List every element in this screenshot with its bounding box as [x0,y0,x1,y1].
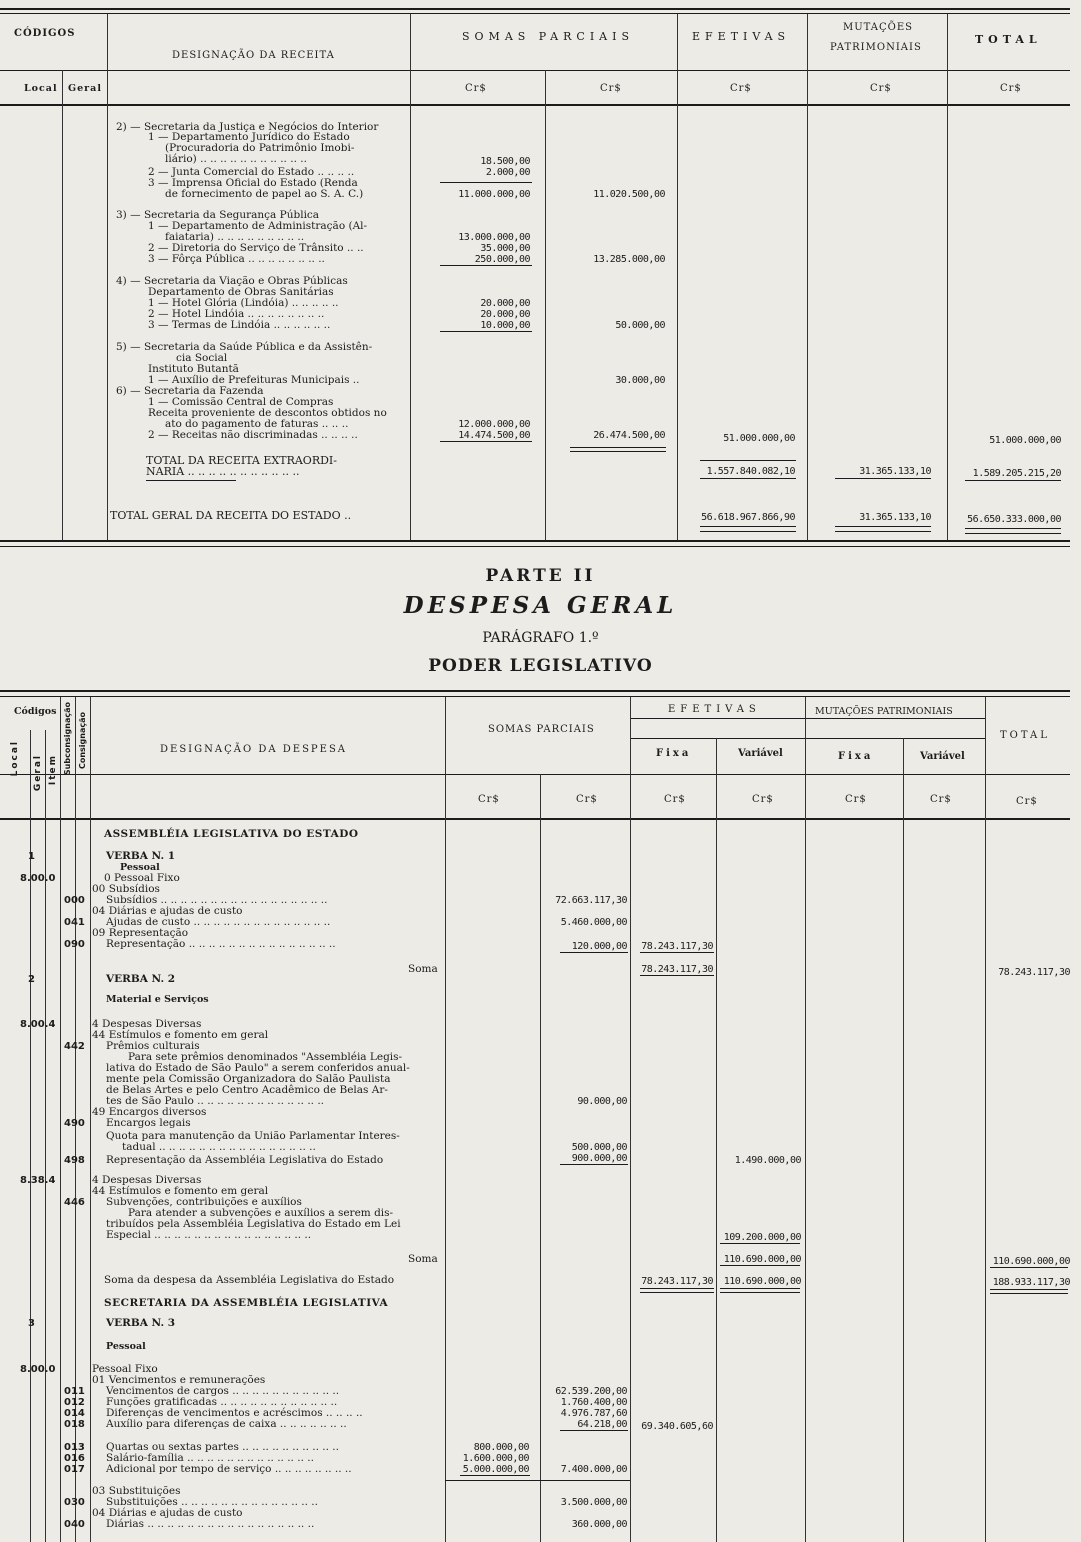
bottom-rule [0,540,1070,542]
value-total: 78.243.117,30 [998,967,1070,978]
bt-header-variavel-2: Variável [920,751,965,762]
code-consignacao: 442 [64,1041,85,1052]
header-geral: Geral [68,83,102,94]
value-somas-1: 18.500,00 [480,156,530,167]
value-total: 188.933.117,30 [992,1277,1070,1288]
receita-line: 5) — Secretaria da Saúde Pública e da Assistên- [116,341,373,353]
code-local: 8.38.4 [20,1175,56,1186]
value-somas-1: 1.600.000,00 [462,1453,529,1464]
receita-line: 2 — Receitas não discriminadas .. .. .. .. [148,429,358,441]
value-somas-1: 35.000,00 [480,243,530,254]
despesa-line: Prêmios culturais [106,1040,200,1052]
code-consignacao: 446 [64,1197,85,1208]
code-consignacao: 498 [64,1155,85,1166]
receita-line: TOTAL DA RECEITA EXTRAORDI- [146,454,337,467]
receita-line: 3 — Imprensa Oficial do Estado (Renda [148,177,358,189]
despesa-line: Soma [408,1253,438,1265]
value-efetivas: 51.000.000,00 [723,433,795,444]
value-mutacoes: 31.365.133,10 [859,512,931,523]
value-fixa: 78.243.117,30 [641,964,713,975]
despesa-line: 03 Substituições [92,1485,181,1497]
currency-5: Cr$ [1000,83,1022,94]
power-title: PODER LEGISLATIVO [428,656,653,676]
bt-top-rule-thin [0,696,1070,697]
receita-line: 6) — Secretaria da Fazenda [116,385,264,397]
despesa-line: Para sete prêmios denominados "Assembléia Legis- [128,1051,403,1063]
bt-currency-2: Cr$ [576,794,598,805]
despesa-line: lativa do Estado de São Paulo" a serem conferidos anual- [106,1062,410,1074]
code-consignacao: 013 [64,1442,85,1453]
value-somas-2: 500.000,00 [571,1142,627,1153]
bottom-rule-thin [0,546,1070,547]
code-consignacao: 090 [64,939,85,950]
despesa-line: Encargos legais [106,1117,191,1129]
value-somas-1: 20.000,00 [480,309,530,320]
receita-line: 2 — Diretoria do Serviço de Trânsito .. .. [148,242,364,254]
receita-line: Instituto Butantã [148,363,239,375]
despesa-line: Para atender a subvenções e auxílios a serem dis- [128,1207,394,1219]
receita-line: cia Social [176,352,228,364]
despesa-line: Quartas ou sextas partes .. .. .. .. .. .. .. .. .. .. [106,1441,339,1453]
despesa-line: 01 Vencimentos e remunerações [92,1374,266,1386]
despesa-line: 0 Pessoal Fixo [104,872,180,884]
value-somas-1: 20.000,00 [480,298,530,309]
receita-line: faiataria) .. .. .. .. .. .. .. .. .. [165,231,305,243]
value-fixa: 69.340.605,60 [641,1421,713,1432]
receita-line: Receita proveniente de descontos obtidos no [148,407,387,419]
bt-header-local: Local [10,740,20,777]
bt-header-mutacoes: MUTAÇÕES PATRIMONIAIS [815,706,953,717]
despesa-line: Vencimentos de cargos .. .. .. .. .. .. .. .. .. .. .. [106,1385,340,1397]
value-somas-2: 120.000,00 [571,941,627,952]
despesa-line: de Belas Artes e pelo Centro Acadêmico de Belas Ar- [106,1084,388,1096]
despesa-line: VERBA N. 2 [106,973,176,985]
top-rule-thin [0,13,1070,14]
despesa-line: Diferenças de vencimentos e acréscimos .. .. .. .. [106,1407,363,1419]
value-somas-2: 7.400.000,00 [560,1464,627,1475]
value-somas-2: 900.000,00 [571,1153,627,1164]
value-somas-2: 30.000,00 [615,375,665,386]
value-somas-2: 360.000,00 [571,1519,627,1530]
despesa-line: ASSEMBLÉIA LEGISLATIVA DO ESTADO [104,828,359,840]
receita-line: 2) — Secretaria da Justiça e Negócios do Interior [116,121,379,133]
header-total: TOTAL [975,33,1042,46]
value-somas-1: 10.000,00 [480,320,530,331]
despesa-line: 4 Despesas Diversas [92,1018,202,1030]
receita-line: 3) — Secretaria da Segurança Pública [116,209,320,221]
receita-line: 1 — Auxílio de Prefeituras Municipais .. [148,374,360,386]
bt-header-total: TOTAL [1000,730,1050,741]
receita-line: NARIA .. .. .. .. .. .. .. .. .. .. .. [146,465,300,478]
code-local: 8.00.0 [20,873,56,884]
receita-line: 2 — Hotel Lindóia .. .. .. .. .. .. .. .. [148,308,325,320]
despesa-line: Quota para manutenção da União Parlamentar Interes- [106,1130,400,1142]
value-somas-1: 250.000,00 [474,254,530,265]
bt-header-consignacao: Consignação [78,712,87,770]
despesa-line: Pessoal [106,1341,146,1352]
receita-line: 4) — Secretaria da Viação e Obras Públicas [116,275,348,287]
despesa-line: Soma da despesa da Assembléia Legislativa do Estado [104,1274,395,1286]
despesa-line: 09 Representação [92,927,189,939]
despesa-line: Representação da Assembléia Legislativa do Estado [106,1154,384,1166]
header-designacao-receita: DESIGNAÇÃO DA RECEITA [172,50,335,61]
value-fixa: 78.243.117,30 [641,941,713,952]
value-somas-2: 4.976.787,60 [560,1408,627,1419]
code-local: 8.00.4 [20,1019,56,1030]
despesa-line: mente pela Comissão Organizadora do Salão Paulista [106,1073,391,1085]
despesa-line: Pessoal Fixo [92,1363,158,1375]
header-local: Local [24,83,58,94]
despesa-line: VERBA N. 3 [106,1317,176,1329]
receita-line: 1 — Departamento Jurídico do Estado [148,131,350,143]
receita-line: ato do pagamento de faturas .. .. .. [165,418,349,430]
bt-header-geral: Geral [33,754,43,792]
despesa-line: Substituições .. .. .. .. .. .. .. .. .. .. .. .. .. .. [106,1496,318,1508]
despesa-line: Salário-família .. .. .. .. .. .. .. .. .. .. .. .. .. [106,1452,314,1464]
value-somas-2: 26.474.500,00 [593,430,665,441]
receita-line: Departamento de Obras Sanitárias [148,286,334,298]
value-somas-1: 11.000.000,00 [458,189,530,200]
value-somas-1: 2.000,00 [485,167,530,178]
value-mutacoes: 31.365.133,10 [859,466,931,477]
header-rule-2 [0,104,1070,106]
bt-currency-4: Cr$ [752,794,774,805]
despesa-line: Subsídios .. .. .. .. .. .. .. .. .. .. .. .. .. .. .. .. .. [106,894,328,906]
value-somas-1: 5.000.000,00 [462,1464,529,1475]
value-efetivas: 1.557.840.082,10 [706,466,795,477]
receita-line: de fornecimento de papel ao S. A. C.) [165,188,364,200]
part-title: PARTE II [485,566,596,586]
value-somas-1: 13.000.000,00 [458,232,530,243]
code-geral: 2 [28,974,35,985]
despesa-line: Auxílio para diferenças de caixa .. .. .. .. .. .. .. [106,1418,347,1430]
header-efetivas: EFETIVAS [692,30,791,43]
header-rule-1 [0,70,1070,71]
value-somas-2: 3.500.000,00 [560,1497,627,1508]
bt-header-rule-2 [0,818,1070,820]
code-consignacao: 011 [64,1386,85,1397]
despesa-line: Adicional por tempo de serviço .. .. .. .. .. .. .. .. [106,1463,352,1475]
bt-currency-6: Cr$ [930,794,952,805]
code-consignacao: 018 [64,1419,85,1430]
despesa-line: tribuídos pela Assembléia Legislativa do Estado em Lei [106,1218,401,1230]
value-total: 56.650.333.000,00 [967,514,1061,525]
top-rule [0,8,1070,10]
receita-line: 1 — Departamento de Administração (Al- [148,220,368,232]
bt-header-efetivas: EFETIVAS [668,704,761,715]
despesa-line: Funções gratificadas .. .. .. .. .. .. .. .. .. .. .. .. [106,1396,338,1408]
despesa-line: 44 Estímulos e fomento em geral [92,1185,269,1197]
despesa-line: Subvenções, contribuições e auxílios [106,1196,302,1208]
code-geral: 1 [28,851,35,862]
code-consignacao: 041 [64,917,85,928]
despesa-line: Soma [408,963,438,975]
value-total: 110.690.000,00 [992,1256,1070,1267]
receita-line: 1 — Hotel Glória (Lindóia) .. .. .. .. .. [148,297,339,309]
value-somas-2: 72.663.117,30 [555,895,627,906]
despesa-line: Diárias .. .. .. .. .. .. .. .. .. .. .. .. .. .. .. .. .. [106,1518,315,1530]
section-title: DESPESA GERAL [403,592,678,619]
code-consignacao: 014 [64,1408,85,1419]
code-consignacao: 490 [64,1118,85,1129]
paragraph-title: PARÁGRAFO 1.º [482,630,599,646]
bt-header-designacao: DESIGNAÇÃO DA DESPESA [160,744,348,755]
value-variavel: 110.690.000,00 [723,1276,801,1287]
bt-currency-7: Cr$ [1016,796,1038,807]
value-somas-1: 800.000,00 [473,1442,529,1453]
despesa-line: 04 Diárias e ajudas de custo [92,905,243,917]
value-total: 1.589.205.215,20 [972,468,1061,479]
value-somas-2: 62.539.200,00 [555,1386,627,1397]
bt-header-variavel-1: Variável [738,748,783,759]
header-codigos: CÓDIGOS [14,28,76,39]
bt-top-rule [0,690,1070,692]
bt-header-fixa-1: Fixa [656,748,692,759]
despesa-line: Ajudas de custo .. .. .. .. .. .. .. .. .. .. .. .. .. .. [106,916,331,928]
value-somas-2: 50.000,00 [615,320,665,331]
code-consignacao: 040 [64,1519,85,1530]
value-somas-1: 14.474.500,00 [458,430,530,441]
code-consignacao: 017 [64,1464,85,1475]
value-somas-2: 64.218,00 [577,1419,627,1430]
despesa-line: 44 Estímulos e fomento em geral [92,1029,269,1041]
value-somas-2: 11.020.500,00 [593,189,665,200]
currency-3: Cr$ [730,83,752,94]
code-consignacao: 030 [64,1497,85,1508]
code-local: 8.00.0 [20,1364,56,1375]
receita-line: 3 — Termas de Lindóia .. .. .. .. .. .. [148,319,331,331]
header-mutacoes: MUTAÇÕES [843,22,914,33]
despesa-line: Material e Serviços [106,994,209,1005]
value-efetivas: 56.618.967.866,90 [701,512,795,523]
receita-line: 3 — Fôrça Pública .. .. .. .. .. .. .. .. [148,253,325,265]
despesa-line: tadual .. .. .. .. .. .. .. .. .. .. .. .. .. .. .. .. [122,1141,316,1153]
code-consignacao: 000 [64,895,85,906]
despesa-line: Representação .. .. .. .. .. .. .. .. .. .. .. .. .. .. .. [106,938,336,950]
despesa-line: SECRETARIA DA ASSEMBLÉIA LEGISLATIVA [104,1297,389,1309]
value-somas-2: 1.760.400,00 [560,1397,627,1408]
value-somas-1: 12.000.000,00 [458,419,530,430]
receita-line: (Procuradoria do Patrimônio Imobi- [165,142,355,154]
receita-line: 2 — Junta Comercial do Estado .. .. .. .. [148,166,355,178]
despesa-line: 49 Encargos diversos [92,1106,207,1118]
bt-header-rule [0,774,1070,775]
bt-header-fixa-2: Fixa [838,751,874,762]
despesa-line: 04 Diárias e ajudas de custo [92,1507,243,1519]
receita-line: 1 — Comissão Central de Compras [148,396,334,408]
receita-line: liário) .. .. .. .. .. .. .. .. .. .. .. [165,153,307,165]
bt-currency-5: Cr$ [845,794,867,805]
despesa-line: Especial .. .. .. .. .. .. .. .. .. .. .. .. .. .. .. .. [106,1229,312,1241]
despesa-line: tes de São Paulo .. .. .. .. .. .. .. .. .. .. .. .. .. [106,1095,325,1107]
value-somas-2: 5.460.000,00 [560,917,627,928]
header-somas-parciais: SOMAS PARCIAIS [462,30,634,43]
value-total: 51.000.000,00 [989,435,1061,446]
value-variavel: 110.690.000,00 [723,1254,801,1265]
bt-currency-1: Cr$ [478,794,500,805]
despesa-line: 00 Subsídios [92,883,160,895]
despesa-line: 4 Despesas Diversas [92,1174,202,1186]
bt-header-somas: SOMAS PARCIAIS [488,724,595,735]
currency-1: Cr$ [465,83,487,94]
currency-2: Cr$ [600,83,622,94]
despesa-line: Pessoal [120,862,160,873]
header-patrimoniais: PATRIMONIAIS [830,42,922,53]
value-variavel: 109.200.000,00 [723,1232,801,1243]
code-consignacao: 012 [64,1397,85,1408]
currency-4: Cr$ [870,83,892,94]
value-somas-2: 90.000,00 [577,1096,627,1107]
despesa-line: VERBA N. 1 [106,850,176,862]
receita-line: TOTAL GERAL DA RECEITA DO ESTADO .. [110,509,352,522]
value-variavel: 1.490.000,00 [734,1155,801,1166]
bt-header-subconsignacao: Subconsignação [63,702,72,776]
bt-header-item: Item [48,754,58,786]
value-somas-2: 13.285.000,00 [593,254,665,265]
bt-currency-3: Cr$ [664,794,686,805]
bt-header-codigos: Códigos [14,706,57,717]
code-consignacao: 016 [64,1453,85,1464]
value-fixa: 78.243.117,30 [641,1276,713,1287]
code-geral: 3 [28,1318,35,1329]
